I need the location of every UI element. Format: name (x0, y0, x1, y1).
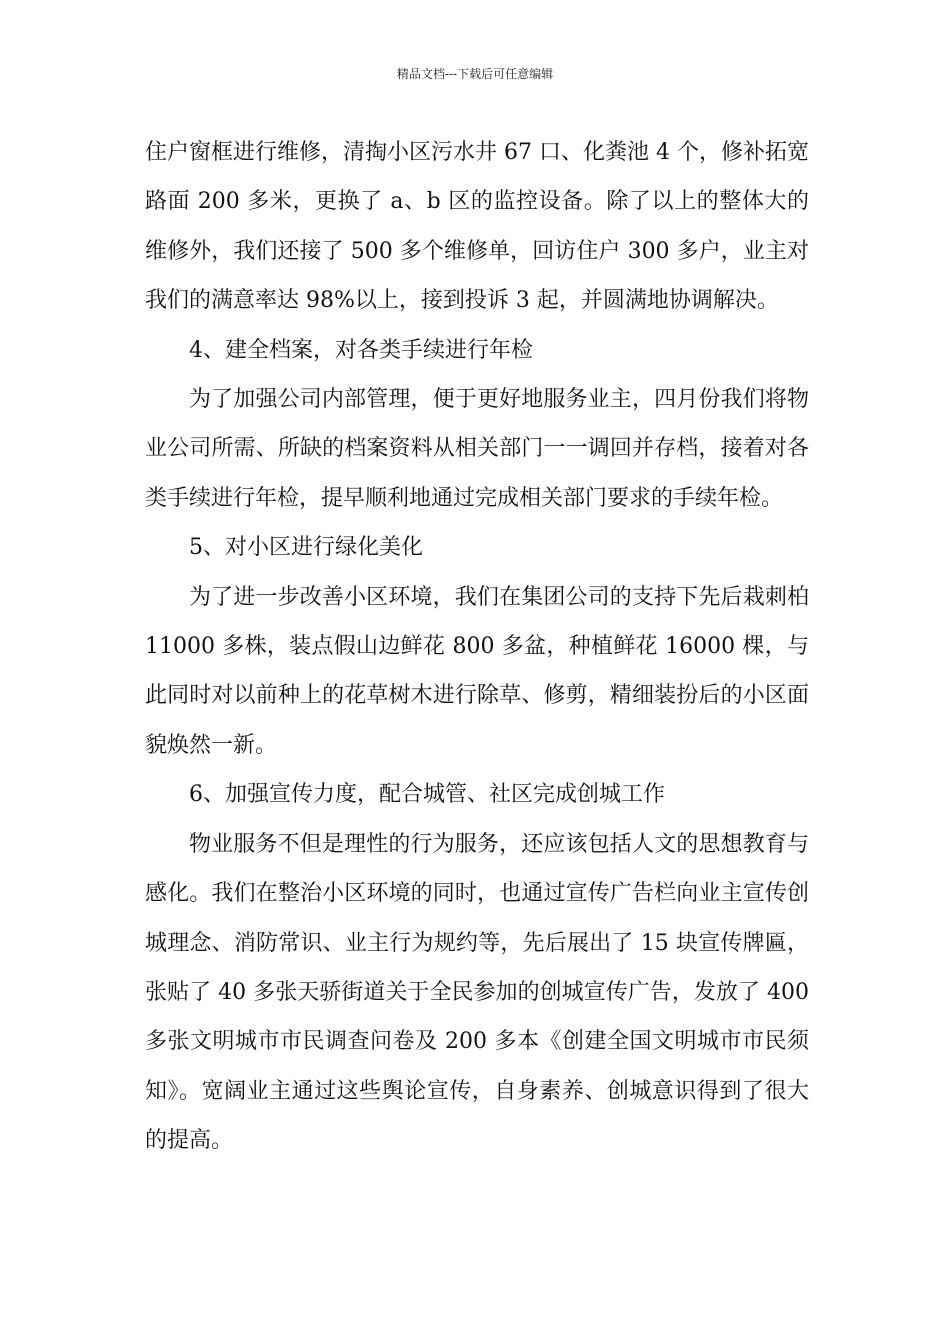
section-heading-publicity: 6、加强宣传力度，配合城管、社区完成创城工作 (189, 782, 665, 808)
page-header: 精品文档---下载后可任意编辑 (396, 67, 554, 81)
section-heading-archives: 4、建全档案，对各类手续进行年检 (189, 337, 533, 363)
section-heading-greening: 5、对小区进行绿化美化 (189, 535, 423, 561)
paragraph-publicity: 物业服务不但是理性的行为服务，还应该包括人文的思想教育与感化。我们在整治小区环境的同时，也通过宣传广告栏向业主宣传创城理念、消防常识、业主行为规约等，先后展出了 15 块宣传牌匾，张贴了 40 多张天骄街道关于全民参加的创城宣传广告，发放了 400 多张文明城市市民调查问卷及 200 多本《创建全国文明城市市民须知》。宽阔业主通过这些舆论宣传，自身素养、创城意识得到了很大的提高。 (145, 831, 809, 1154)
paragraph-maintenance-continued: 住户窗框进行维修，清掏小区污水井 67 口、化粪池 4 个，修补拓宽路面 200 多米，更换了 a、b 区的监控设备。除了以上的整体大的维修外，我们还接了 500 多个维修单，回访住户 300 多户，业主对我们的满意率达 98%以上，接到投诉 3 起，并圆满地协调解决。 (145, 140, 809, 314)
document-body (145, 128, 809, 1166)
paragraph-archives: 为了加强公司内部管理，便于更好地服务业主，四月份我们将物业公司所需、所缺的档案资料从相关部门一一调回并存档，接着对各类手续进行年检，提早顺利地通过完成相关部门要求的手续年检。 (145, 387, 809, 511)
paragraph-greening: 为了进一步改善小区环境，我们在集团公司的支持下先后栽刺柏 11000 多株，装点假山边鲜花 800 多盆，种植鲜花 16000 棵，与此同时对以前种上的花草树木进行除草、修剪，精细装扮后的小区面貌焕然一新。 (145, 584, 809, 758)
